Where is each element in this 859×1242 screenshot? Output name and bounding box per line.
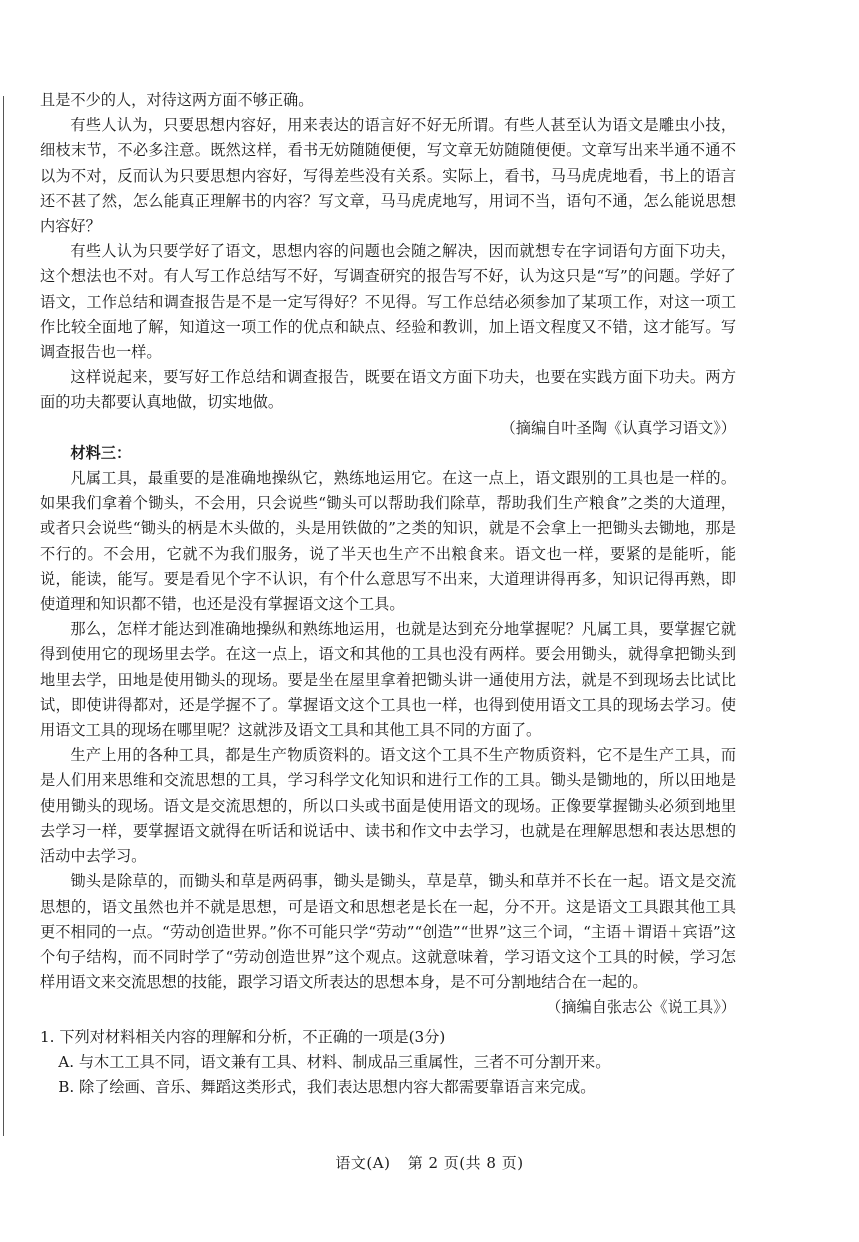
paragraph: 这样说起来，要写好工作总结和调查报告，既要在语文方面下功夫，也要在实践方面下功夫。两方面的功夫都要认真地做，切实地做。 xyxy=(40,368,736,412)
paragraph: 且是不少的人，对待这两方面不够正确。 xyxy=(40,91,314,109)
reading-passage xyxy=(40,88,736,1100)
footer-page-number: 第 2 页(共 8 页) xyxy=(407,1154,524,1172)
answer-option-a: A. 与木工工具不同，语文兼有工具、材料、制成品三重属性，三者不可分割开来。 xyxy=(58,1052,611,1071)
question-stem: 1. 下列对材料相关内容的理解和分析，不正确的一项是(3分) xyxy=(40,1027,446,1046)
page-footer xyxy=(0,1152,859,1173)
paragraph: 那么，怎样才能达到准确地操纵和熟练地运用，也就是达到充分地掌握呢？凡属工具，要掌握它就得到使用它的现场里去学。在这一点上，语文和其他的工具也没有两样。要会用锄头，就得拿把锄头到地里去学，田地是使用锄头的现场。要是坐在屋里拿着把锄头讲一通使用方法，就是不到现场去比试比试，即使讲得都对，还是学握不了。掌握语文这个工具也一样，也得到使用语文工具的现场去学习。使用语文工具的现场在哪里呢？这就涉及语文工具和其他工具不同的方面了。 xyxy=(40,620,736,740)
binding-margin-line xyxy=(3,96,4,1136)
paragraph: 生产上用的各种工具，都是生产物质资料的。语文这个工具不生产物质资料，它不是生产工具，而是人们用来思维和交流思想的工具，学习科学文化知识和进行工作的工具。锄头是锄地的，所以田地是使用锄头的现场。语文是交流思想的，所以口头或书面是使用语文的现场。正像要掌握锄头必须到地里去学习一样，要掌握语文就得在听话和说话中、读书和作文中去学习，也就是在理解思想和表达思想的活动中去学习。 xyxy=(40,746,736,866)
section-heading: 材料三： xyxy=(70,443,132,462)
answer-option-b: B. 除了绘画、音乐、舞蹈这类形式，我们表达思想内容大都需要靠语言来完成。 xyxy=(58,1077,596,1096)
paragraph: 有些人认为只要学好了语文，思想内容的问题也会随之解决，因而就想专在字词语句方面下功夫，这个想法也不对。有人写工作总结写不好，写调查研究的报告写不好，认为这只是“写”的问题。学好了语文，工作总结和调查报告是不是一定写得好？不见得。写工作总结必须参加了某项工作，对这一项工作比较全面地了解，知道这一项工作的优点和缺点、经验和教训，加上语文程度又不错，这才能写。写调查报告也一样。 xyxy=(40,242,736,362)
paragraph: 锄头是除草的，而锄头和草是两码事，锄头是锄头，草是草，锄头和草并不长在一起。语文是交流思想的，语文虽然也并不就是思想，可是语文和思想老是长在一起，分不开。这是语文工具跟其他工具更不相同的一点。“劳动创造世界。”你不可能只学“劳动”“创造”“世界”这三个词，“主语＋谓语＋宾语”这个句子结构，而不同时学了“劳动创造世界”这个观点。这就意味着，学习语文这个工具的时候，学习怎样用语文来交流思想的技能，跟学习语文所表达的思想本身，是不可分割地结合在一起的。 xyxy=(40,872,736,992)
source-citation: （摘编自张志公《说工具》） xyxy=(546,998,736,1017)
source-citation: （摘编自叶圣陶《认真学习语文》） xyxy=(500,418,736,437)
paragraph: 凡属工具，最重要的是准确地操纵它，熟练地运用它。在这一点上，语文跟别的工具也是一样的。如果我们拿着个锄头，不会用，只会说些“锄头可以帮助我们除草，帮助我们生产粮食”之类的大道理，或者只会说些“锄头的柄是木头做的，头是用铁做的”之类的知识，就是不会拿上一把锄头去锄地，那是不行的。不会用，它就不为我们服务，说了半天也生产不出粮食来。语文也一样，要紧的是能听，能说，能读，能写。要是看见个字不认识，有个什么意思写不出来，大道理讲得再多，知识记得再熟，即使道理和知识都不错，也还是没有掌握语文这个工具。 xyxy=(40,469,736,614)
paragraph: 有些人认为，只要思想内容好，用来表达的语言好不好无所谓。有些人甚至认为语文是雕虫小技，细枝末节，不必多注意。既然这样，看书无妨随随便便，写文章无妨随随便便。文章写出来半通不通不以为不对，反而认为只要思想内容好，写得差些没有关系。实际上，看书，马马虎虎地看，书上的语言还不甚了然，怎么能真正理解书的内容？写文章，马马虎虎地写，用词不当，语句不通，怎么能说思想内容好？ xyxy=(40,116,736,236)
footer-subject: 语文(A) xyxy=(335,1154,391,1172)
